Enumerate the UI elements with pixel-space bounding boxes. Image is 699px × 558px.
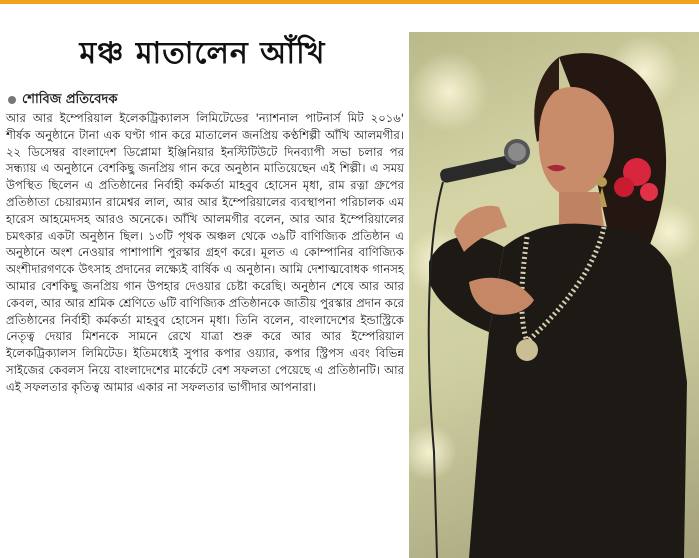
- byline-text: শোবিজ প্রতিবেদক: [22, 92, 118, 107]
- article-paragraph: আর আর ইম্পেরিয়াল ইলেকট্রিক্যালস লিমিটেডের 'ন্যাশনাল পাটনার্স মিট ২০১৬' শীর্ষক অনুষ্ঠানে টানা এক ঘণ্টা গান করে মাতালেন জনপ্রিয় কণ্ঠশিল্পী আঁখি আলমগীর। ২২ ডিসেম্বর বাংলাদেশ ডিপ্লোমা ইঞ্জিনিয়ার ইনস্টিটিউটে দিনব্যাপী সভা চলার পর সন্ধ্যায় এ অনুষ্ঠানে বেশকিছু জনপ্রিয় গান করে অনুষ্ঠান মাতিয়েছেন এই শিল্পী। এ সময় উপস্থিত ছিলেন এ প্রতিষ্ঠানের নির্বাহী কর্মকর্তা মাহবুব হোসেন মৃধা, রাম রত্না গ্রুপের প্রতিষ্ঠাতা চেয়ারম্যান রামেশ্বর লাল, আর আর ইম্পেরিয়ালের ব্যবস্থাপনা পরিচালক এম হারেস আহমেদসহ আরও অনেকে। আঁখি আলমগীর বলেন, আর আর ইম্পেরিয়ালের চমৎকার একটা অনুষ্ঠান ছিল। ১৩টি পৃথক অঞ্চল থেকে ৩৯টি বাণিজ্যিক প্রতিষ্ঠান এ অনুষ্ঠানে অংশ নেওয়ার পাশাপাশি পুরস্কার গ্রহণ করে। মূলত এ কোম্পানির বাণিজ্যিক অংশীদারগণকে উৎসাহ প্রদানের লক্ষ্যেই বার্ষিক এ অনুষ্ঠান। আমি দেশাত্মবোধক গানসহ আমার বেশকিছু জনপ্রিয় গান উপহার দেওয়ার চেষ্টা করেছি। অনুষ্ঠান শেষে আর আর কেবল, আর আর শ্রমিক শ্রেণিতে ৬টি বাণিজ্যিক প্রতিষ্ঠানকে জাতীয় পুরস্কার প্রদান করে প্রতিষ্ঠানের নির্বাহী কর্মকর্তা মাহবুব হোসেন মৃধা। তিনি বলেন, বাংলাদেশের ইন্ডাস্ট্রিকে নেতৃত্ব দেয়ার মিশনকে সামনে রেখে যাত্রা শুরু করে আর আর ইম্পেরিয়াল ইলেকট্রিক্যালস লিমিটেড। ইতিমধ্যেই সুপার কপার ওয়্যার, কপার স্ট্রিপস এবং বিভিন্ন সাইজের কেবলস নিয়ে বাংলাদেশের মার্কেটে বেশ সফলতা পেয়েছে এ প্রতিষ্ঠানটি। আর এই সফলতার কৃতিত্ব আমার একার না সফলতার ভাগীদার আপনারা।: [6, 111, 404, 394]
- top-accent-rule: [0, 0, 699, 4]
- bullet-icon: [8, 96, 16, 104]
- byline: [8, 92, 403, 108]
- singer-photo-illustration: [409, 32, 699, 558]
- article-body: [6, 110, 404, 396]
- headline: মঞ্চ মাতালেন আঁখি: [79, 36, 326, 71]
- singer-photo: [409, 32, 699, 558]
